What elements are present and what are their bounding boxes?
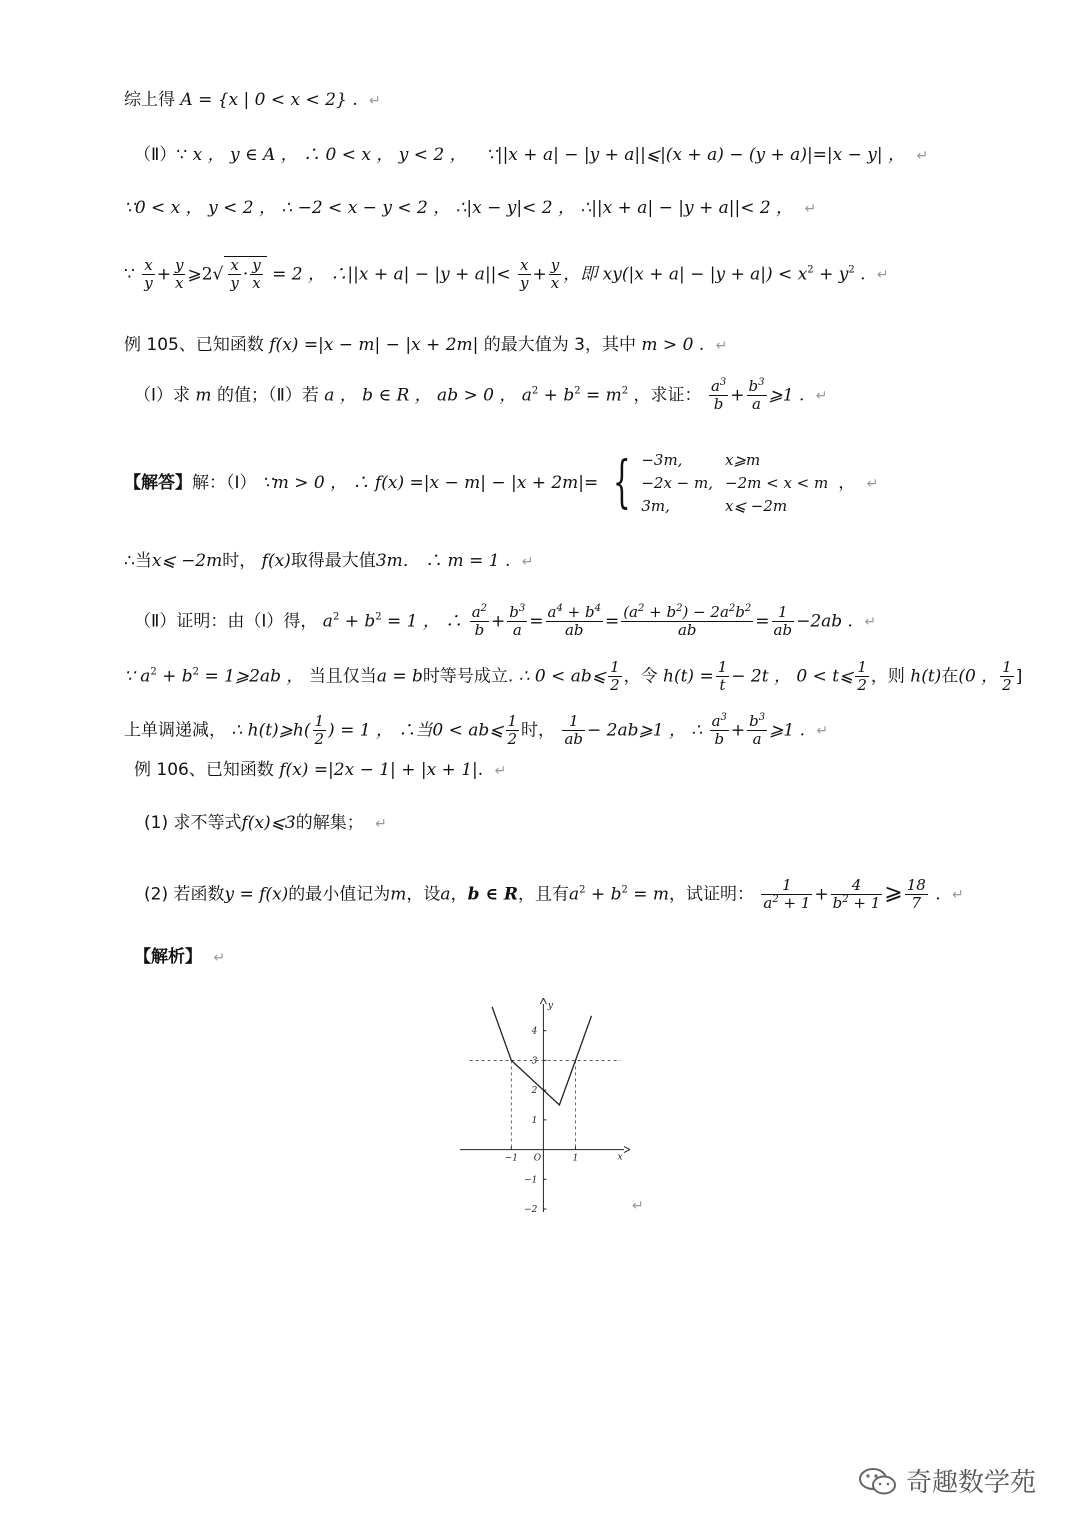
math: ⩾2 [187, 264, 213, 285]
text: 例 105、已知函数 [124, 335, 264, 355]
fraction: $\frac{1}{2}$ [314, 712, 325, 749]
y-axis-arrow [540, 998, 546, 1004]
fraction: $\frac{1}{ab}$ [564, 712, 583, 749]
example-106: 例 106、已知函数 f(x) =|2x − 1| + |x + 1|. ↵ [134, 760, 507, 780]
x-tick-label: 1 [572, 1153, 579, 1164]
wechat-icon [858, 1466, 898, 1496]
fraction: $\frac{x}{y}$ [144, 256, 153, 293]
question-106-2: (2) 若函数y = f(x)的最小值记为m，设a，b ∈ R，且有$a^2 + b^2 = m$，试证明： $\frac{1}{a^2 + 1}$ + $\frac{4}{b^2 + 1}$ ⩾ $\frac{18}{7}$ . ↵ [144, 876, 964, 913]
watermark [858, 1462, 1036, 1499]
fraction: $\frac{1}{a^2 + 1}$ [763, 876, 811, 913]
y-axis-label: y [547, 1001, 553, 1011]
fraction: $\frac{1}{ab}$ [773, 603, 793, 640]
fraction: $\frac{1}{2}$ [857, 658, 867, 695]
y-tick-label: −1 [524, 1175, 538, 1186]
fraction: $\frac{a^4 + b^4}{ab}$ [547, 603, 601, 640]
paragraph-mark: ↵ [369, 93, 381, 109]
y-tick-label: 3 [531, 1056, 538, 1067]
x-tick-label: −1 [504, 1153, 518, 1164]
function-curve [492, 1007, 591, 1105]
answer-105: 【解答】解：（Ⅰ） ∵m > 0 ， ∴ f(x) =|x − m| − |x + 2m|= { −3m, x⩾m −2x − m, −2m < x < m 3m, x⩽ −2m， ↵ [124, 440, 878, 527]
analysis-label: 【解析】 ↵ [134, 947, 226, 967]
fraction: $\frac{y}{x}$ [550, 256, 560, 293]
fraction: $\frac{18}{7}$ [906, 876, 926, 913]
line-6: ∴当x⩽ −2m时， f(x)取得最大值3m． ∴ m = 1 . ↵ [124, 551, 534, 571]
paragraph-mark: ↵ [494, 763, 507, 779]
paragraph-mark: ↵ [864, 614, 877, 631]
paragraph-mark: ↵ [715, 338, 728, 354]
graph-series [492, 1007, 591, 1105]
paragraph-mark: ↵ [632, 1198, 644, 1214]
line-8: ∵ $a^2 + b^2$ = 1⩾2ab ， 当且仅当a = b时等号成立. ∴ 0 < ab⩽ $\frac{1}{2}$ ，令 h(t) = $\frac{1}{t}$ − 2t ， 0 < t⩽ $\frac{1}{2}$ ，则 h(t)在(0 ， $\frac{1}{2}$ ] [124, 658, 1023, 695]
paragraph-mark: ↵ [213, 950, 226, 966]
x-axis-arrow [624, 1147, 630, 1153]
paragraph-mark: ↵ [952, 887, 964, 904]
piecewise: { −3m, x⩾m −2x − m, −2m < x < m 3m, x⩽ −2m [612, 450, 829, 516]
line-2 [134, 147, 928, 164]
fraction: $\frac{x}{y}$ [520, 256, 529, 293]
fraction: $\frac{1}{2}$ [1002, 658, 1012, 695]
fraction: $\frac{b^3}{a}$ [748, 377, 765, 414]
y-tick-label: −2 [524, 1205, 538, 1212]
text: （Ⅰ）求 [134, 385, 191, 406]
y-tick-label: 1 [531, 1115, 538, 1126]
math: = 2 ， ∴||x + a| − |y + a||< [272, 264, 511, 285]
y-tick-label: 4 [531, 1026, 538, 1037]
paragraph-mark: ↵ [916, 148, 929, 164]
text: （Ⅱ）∵ [134, 145, 188, 165]
line-1 [124, 92, 381, 109]
math: ∵||x + a| − |y + a||⩽|(x + a) − (y + a)|=|x − y| ， [486, 145, 906, 165]
math: x ， y ∈ A ， ∴ 0 < x ， y < 2 ， [192, 145, 467, 165]
text: ∵ [124, 264, 135, 285]
fraction: $\frac{b^3}{a}$ [509, 603, 526, 640]
math: a ， b ∈ R ， ab > 0 ， a [324, 385, 532, 406]
sqrt: $\frac{x}{y}$ · $\frac{y}{x}$ [224, 256, 266, 293]
paragraph-mark: ↵ [521, 554, 534, 570]
math: ，即 xy(|x + a| − |y + a|) < x [563, 264, 808, 285]
axes [460, 998, 630, 1212]
text: 的最大值为 3，其中 [483, 335, 636, 355]
line-7: （Ⅱ）证明：由（Ⅰ）得， $a^2 + b^2 = 1$ ， ∴ $\frac{a^2}{b}$ + $\frac{b^3}{a}$ = $\frac{a^4 + b^4}{ab}$ = $\frac{(a^2 + b^2) - 2a^2b^2}{ab}$ = $\frac{1}{ab}$ −2ab . ↵ [134, 603, 877, 640]
paragraph-mark: ↵ [375, 816, 387, 832]
text: 解：（Ⅰ） [192, 472, 257, 493]
paragraph-mark: ↵ [804, 201, 817, 217]
fraction: $\frac{a^3}{b}$ [711, 712, 727, 749]
text: 综上得 [124, 90, 175, 110]
answer-label: 【解答】 [124, 472, 192, 493]
line-9: 上单调递减， ∴ h(t)⩾h( $\frac{1}{2}$ ) = 1 ， ∴当0 < ab⩽ $\frac{1}{2}$ 时， $\frac{1}{ab}$ − 2ab⩾1 ， ∴ $\frac{a^3}{b}$ + $\frac{b^3}{a}$ ⩾1 . ↵ [124, 712, 829, 749]
guide-lines [470, 1060, 621, 1149]
text: 的值；（Ⅱ）若 [216, 385, 319, 406]
y-tick-label: 2 [531, 1086, 538, 1097]
watermark-text: 奇趣数学苑 [906, 1468, 1037, 1498]
fraction: $\frac{a^2}{b}$ [471, 603, 488, 640]
fraction: $\frac{b^3}{a}$ [749, 712, 766, 749]
origin-label: O [533, 1153, 542, 1164]
question-106-1: (1) 求不等式f(x)⩽3的解集； ↵ [144, 813, 387, 833]
paragraph-mark: ↵ [815, 388, 828, 405]
x-axis-label: x [617, 1152, 623, 1163]
fraction: $\frac{1}{t}$ [717, 658, 728, 695]
line-3 [124, 200, 816, 217]
text: . [352, 90, 358, 110]
example-105: 例 105、已知函数 f(x) =|x − m| − |x + 2m| 的最大值为 3，其中 m > 0 . ↵ [124, 335, 728, 355]
fraction: $\frac{(a^2 + b^2) - 2a^2b^2}{ab}$ [623, 603, 752, 640]
line-4: ∵ $\frac{x}{y}$ + $\frac{y}{x}$ ⩾2√ $\frac{x}{y}$ · $\frac{y}{x}$ = 2 ， ∴||x + a| − |y + a||< $\frac{x}{y}$ + $\frac{y}{x}$ ，即 $xy(|x + a| - |y + a|) < x^2 + y^2$ . ↵ [124, 256, 889, 293]
math: m > 0 [641, 335, 694, 355]
paragraph-mark: ↵ [876, 267, 889, 284]
math: ∵m > 0 ， ∴ f(x) =|x − m| − |x + 2m|= [261, 472, 599, 493]
paragraph-mark: ↵ [816, 723, 829, 740]
tick-labels [505, 1001, 623, 1212]
question-105: （Ⅰ）求 m 的值；（Ⅱ）若 a ， b ∈ R ， ab > 0 ， $a^2 + b^2 = m^2$ ，求证： $\frac{a^3}{b}$ + $\frac{b^3}{a}$ ⩾1 . ↵ [134, 377, 828, 414]
set-A: A = {x | 0 < x < 2} [180, 90, 347, 110]
fraction: $\frac{1}{2}$ [507, 712, 518, 749]
fraction: $\frac{y}{x}$ [174, 256, 184, 293]
function-graph [460, 998, 630, 1212]
math: ∵0 < x ， y < 2 ， ∴ −2 < x − y < 2 ， ∴|x − y|< 2 ， ∴||x + a| − |y + a||< 2 ， [124, 198, 794, 218]
paragraph-mark: ↵ [866, 475, 879, 492]
text: ，求证： [633, 385, 702, 406]
math: f(x) =|x − m| − |x + 2m| [269, 335, 479, 355]
fraction: $\frac{a^3}{b}$ [710, 377, 727, 414]
fraction: $\frac{4}{b^2 + 1}$ [832, 876, 881, 913]
fraction: $\frac{1}{2}$ [610, 658, 620, 695]
